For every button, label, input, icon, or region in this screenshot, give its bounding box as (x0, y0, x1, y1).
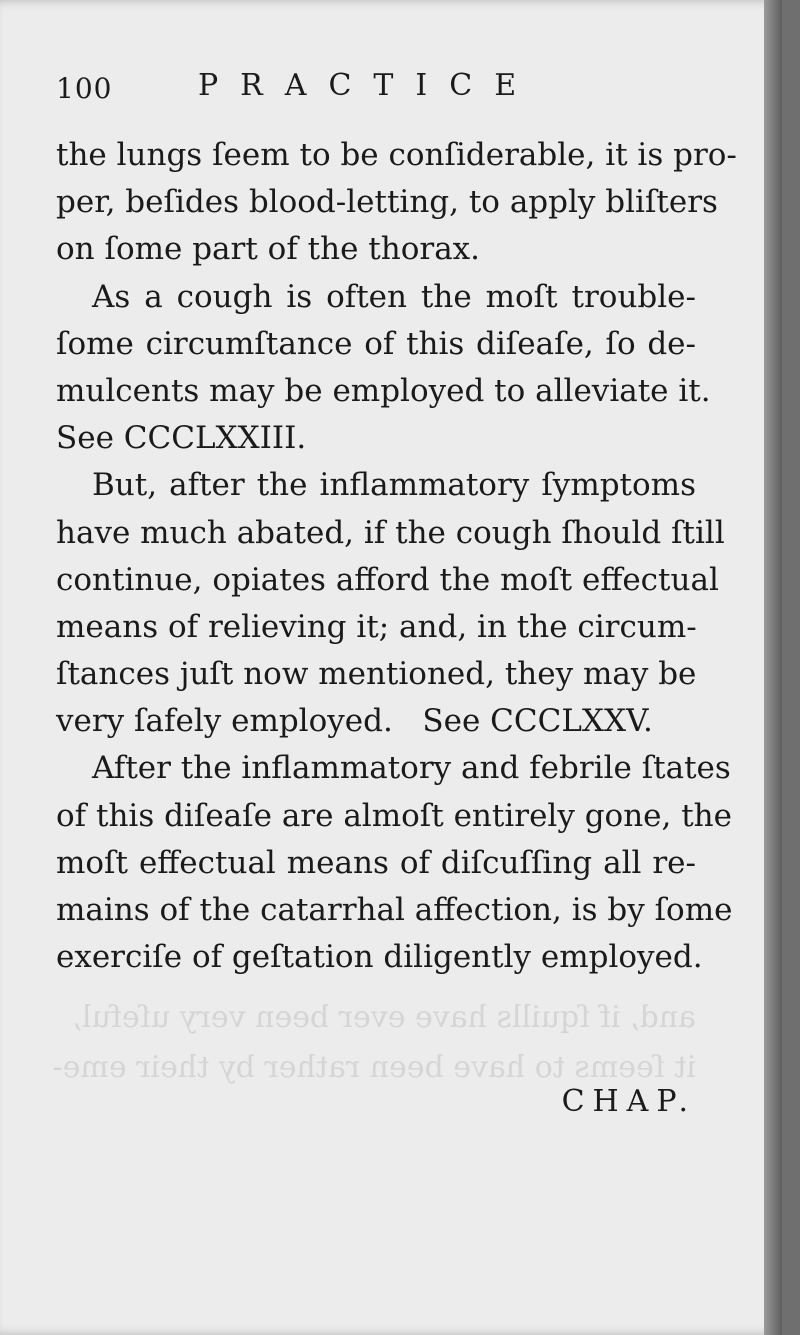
text-line: exerciſe of geſtation diligently employed. (56, 939, 703, 976)
running-head: PRACTICE (198, 68, 539, 103)
bleed-through-text: and, if ſquills have ever been very uſeful, (72, 1000, 696, 1035)
text-line: very ſafely employed. See CCCLXXV. (56, 703, 653, 740)
bleed-through-text: it ſeems to have been rather by their eme- (52, 1050, 696, 1085)
text-line: on ſome part of the thorax. (56, 231, 481, 268)
text-line: But, after the inflammatory ſymptoms (92, 467, 696, 504)
text-line: per, beſides blood-letting, to apply bliſters (56, 184, 718, 221)
text-line: moſt effectual means of diſcuſſing all re- (56, 844, 696, 881)
body-text (56, 132, 737, 981)
text-line: mulcents may be employed to alleviate it. (56, 372, 711, 409)
catchword: CHAP. (561, 1084, 696, 1119)
text-line: ſome circumſtance of this diſeaſe, ſo de- (56, 325, 696, 362)
page-header (56, 62, 696, 118)
text-line: means of relieving it; and, in the circum- (56, 608, 697, 645)
page-number: 100 (56, 72, 113, 105)
text-line: As a cough is often the moſt trouble- (92, 278, 696, 315)
text-line: See CCCLXXIII. (56, 420, 307, 457)
text-line: the lungs ſeem to be conſiderable, it is pro- (56, 137, 737, 173)
text-line: After the inflammatory and febrile ſtates (92, 750, 731, 787)
text-line: of this diſeaſe are almoſt entirely gone, the (56, 797, 732, 834)
text-line: mains of the catarrhal affection, is by ſome (56, 892, 733, 928)
text-line: continue, opiates afford the moſt effectual (56, 561, 719, 598)
text-line: ſtances juſt now mentioned, they may be (56, 656, 697, 693)
page-edge-shadow (764, 0, 782, 1335)
text-line: have much abated, if the cough ſhould ſtill (56, 514, 725, 551)
